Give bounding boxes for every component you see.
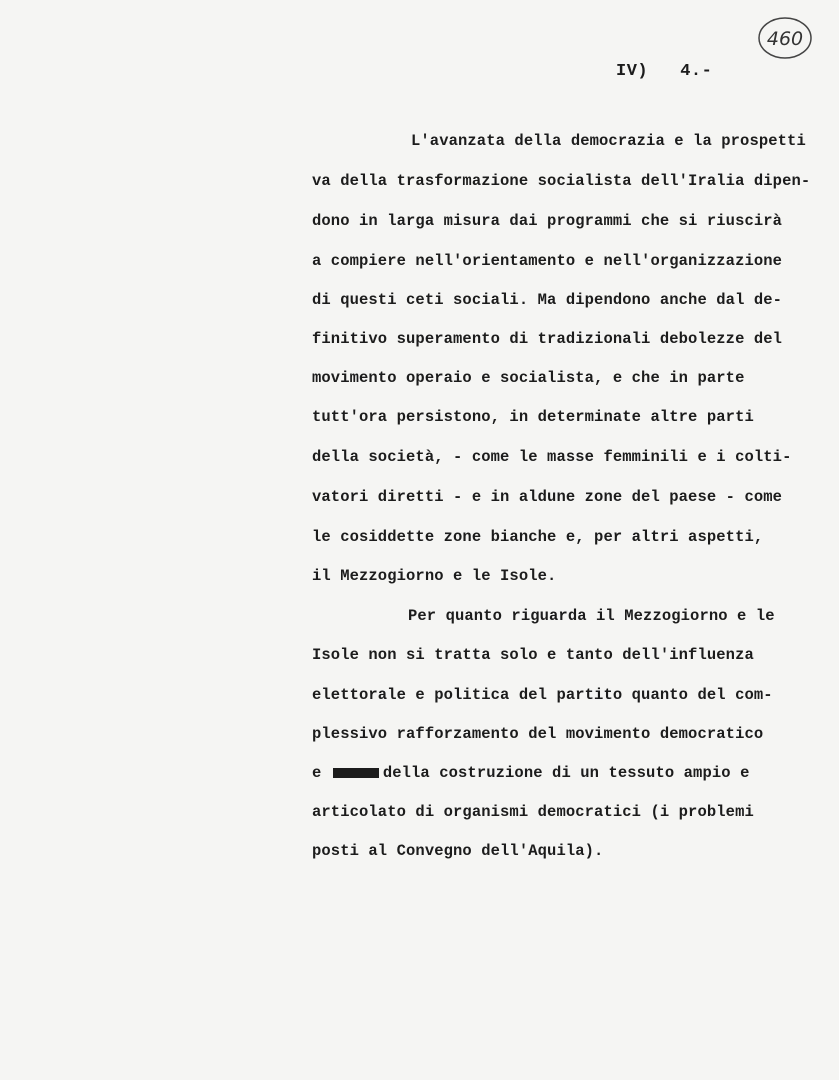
- text-fragment: e: [312, 764, 322, 782]
- text-line: plessivo rafforzamento del movimento democratico: [312, 725, 764, 743]
- page-number-stamp: [756, 14, 814, 62]
- text-line: movimento operaio e socialista, e che in parte: [312, 369, 745, 387]
- text-line: tutt'ora persistono, in determinate altre parti: [312, 408, 754, 426]
- text-line: posti al Convegno dell'Aquila).: [312, 842, 604, 860]
- stamp-circle-icon: [756, 14, 814, 62]
- text-line: articolato di organismi democratici (i problemi: [312, 803, 754, 821]
- struck-out-word: [333, 768, 379, 778]
- text-line: va della trasformazione socialista dell'Iralia dipen-: [312, 172, 811, 190]
- text-line: di questi ceti sociali. Ma dipendono anche dal de-: [312, 291, 783, 309]
- text-line: le cosiddette zone bianche e, per altri aspetti,: [312, 528, 764, 546]
- text-line: elettorale e politica del partito quanto del com-: [312, 686, 773, 704]
- stamp-number: 460: [766, 28, 804, 50]
- text-line: dono in larga misura dai programmi che si riuscirà: [312, 212, 783, 230]
- text-line: della società, - come le masse femminili e i colti-: [312, 448, 792, 466]
- text-line-with-strikeout: [312, 764, 749, 782]
- page-number: 4.-: [680, 62, 713, 81]
- text-line: il Mezzogiorno e le Isole.: [312, 567, 557, 585]
- text-line: finitivo superamento di tradizionali debolezze del: [312, 330, 783, 348]
- page-header: [616, 62, 712, 81]
- text-line: Per quanto riguarda il Mezzogiorno e le: [408, 607, 775, 625]
- section-number: IV): [616, 62, 649, 81]
- text-line: vatori diretti - e in aldune zone del paese - come: [312, 488, 783, 506]
- text-line: Isole non si tratta solo e tanto dell'influenza: [312, 646, 754, 664]
- text-line: L'avanzata della democrazia e la prospetti: [411, 132, 806, 150]
- text-fragment: della costruzione di un tessuto ampio e: [382, 764, 750, 782]
- text-line: a compiere nell'orientamento e nell'organizzazione: [312, 252, 783, 270]
